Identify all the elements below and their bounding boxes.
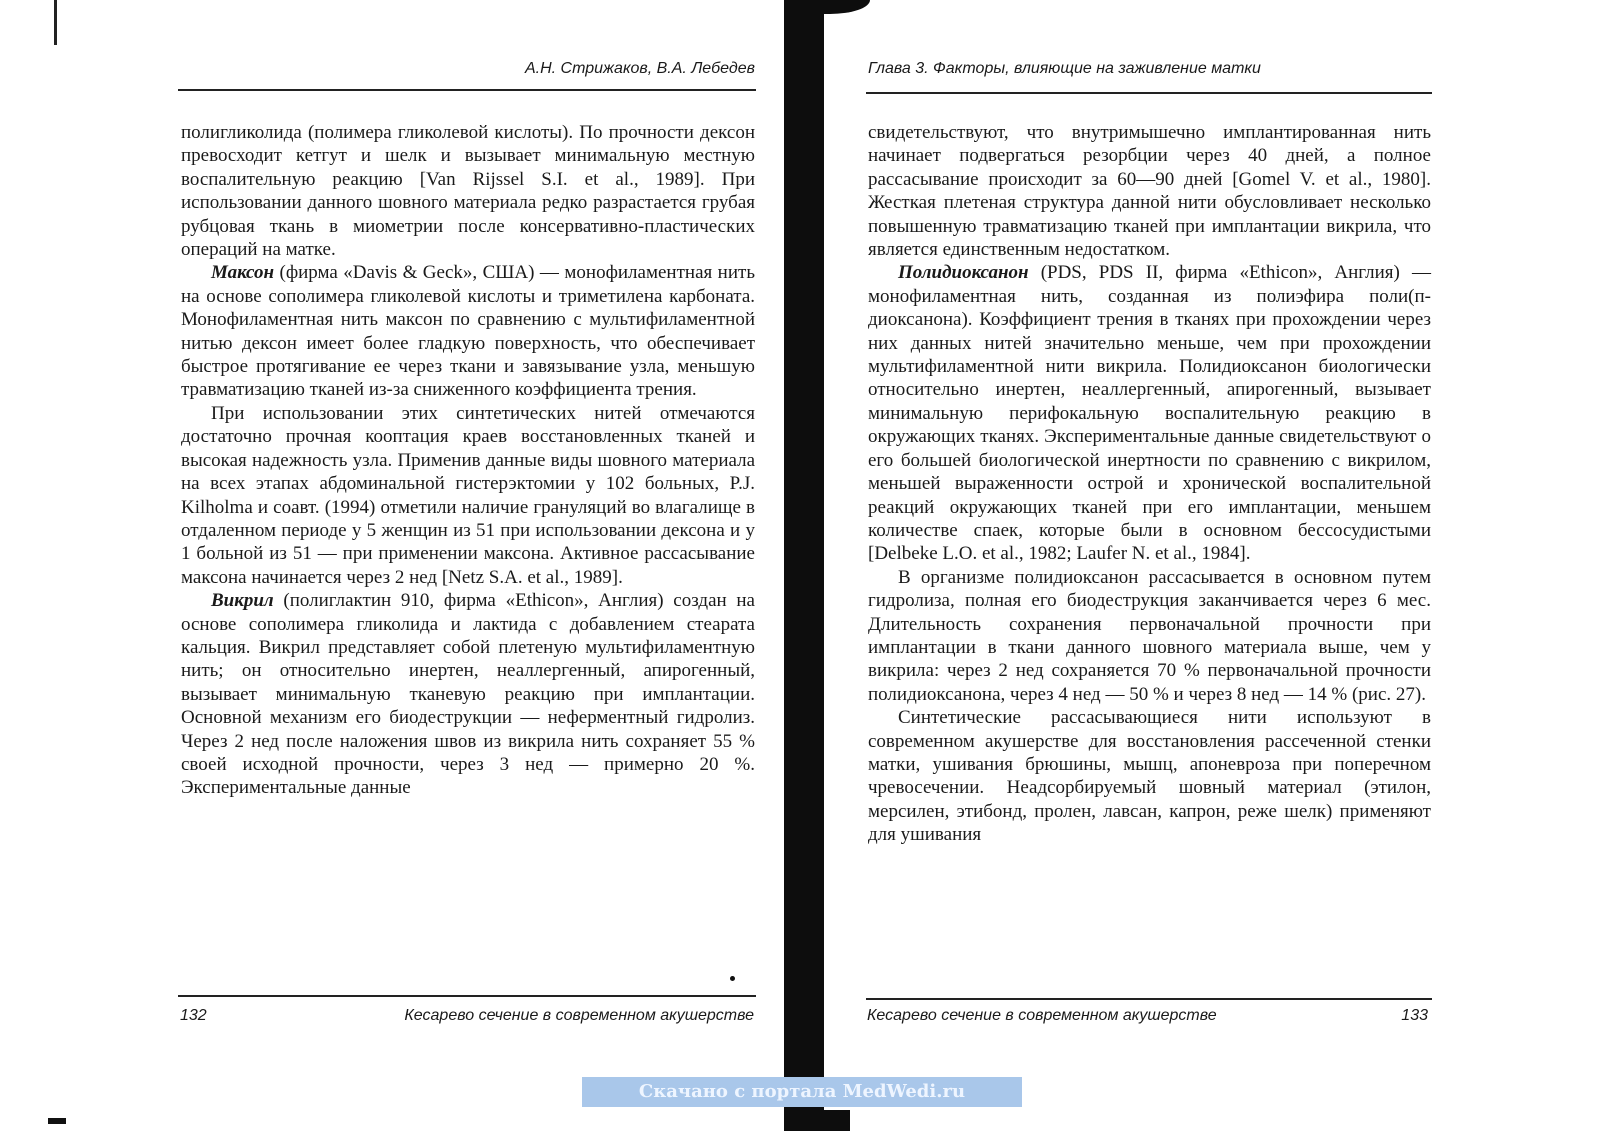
paragraph xyxy=(181,589,755,800)
paragraph xyxy=(181,402,755,589)
paragraph-text: свидетельствуют, что внутримышечно имплантированная нить начинает подвергаться резорбции через 40 дней, а полное рассасывание происходит за 60—90 дней [Gomel V. et al., 1980]. Жесткая плетеная структура данной нити обусловливает несколько повышенную травматизацию тканей при имплантации викрила, что является единственным недостатком. xyxy=(868,122,1431,261)
right-page xyxy=(820,0,1600,1131)
left-footer-title: Кесарево сечение в современном акушерстве xyxy=(404,1007,754,1024)
right-running-head: Глава 3. Факторы, влияющие на заживление матки xyxy=(868,60,1261,77)
book-spine xyxy=(784,0,824,1131)
paragraph xyxy=(868,566,1431,706)
paragraph-text: При использовании этих синтетических нитей отмечаются достаточно прочная кооптация краев восстановленных тканей и высокая надежность узла. Применив данные виды шовного материала на всех этапах абдоминальной гистерэктомии у 102 больных, P.J. Kilholma и соавт. (1994) отметили наличие грануляций во влагалище в отдаленном периоде у 5 женщин из 51 при использовании дексона и у 1 больной из 51 — при применении максона. Активное рассасывание максона начинается через 2 нед [Netz S.A. et al., 1989]. xyxy=(181,402,755,588)
scan-dot xyxy=(730,976,735,981)
left-page-number: 132 xyxy=(180,1007,207,1024)
term-heading: Полидиоксанон xyxy=(898,262,1029,284)
download-watermark: Скачано с портала MedWedi.ru xyxy=(582,1077,1022,1107)
left-footer-rule xyxy=(178,995,756,997)
right-footer-rule xyxy=(866,998,1432,1000)
term-heading: Максон xyxy=(211,262,275,284)
right-page-number: 133 xyxy=(1401,1007,1428,1024)
paragraph-text: (фирма «Davis & Geck», США) — монофиламентная нить на основе сополимера гликолевой кислоты и триметилена карбоната. Монофиламентная нить максон по сравнению с мультифиламентной нитью дексон имеет более гладкую поверхность, что обеспечивает быстрое протягивание ее через ткани и завязывание узла, меньшую травматизацию тканей из-за сниженного коэффициента трения. xyxy=(181,262,755,401)
paragraph xyxy=(181,261,755,401)
paragraph xyxy=(868,261,1431,565)
term-heading: Викрил xyxy=(211,590,274,612)
paragraph-text: В организме полидиоксанон рассасывается в основном путем гидролиза, полная его биодеструкция заканчивается через 6 мес. Длительность сохранения первоначальной прочности при имплантации в ткани данного шовного материала выше, чем у викрила: через 2 нед сохраняется 70 % первоначальной прочности полидиоксанона, через 4 нед — 50 % и через 8 нед — 14 % (рис. 27). xyxy=(868,566,1431,705)
right-header-rule xyxy=(866,92,1432,94)
paragraph-text: полигликолида (полимера гликолевой кислоты). По прочности дексон превосходит кетгут и шелк и вызывает минимальную местную воспалительную реакцию [Van Rijssel S.I. et al., 1989]. При использовании данного шовного материала редко разрастается грубая рубцовая ткань в миометрии после консервативно-пластических операций на матке. xyxy=(181,122,755,261)
paragraph-text: (полиглактин 910, фирма «Ethicon», Англия) создан на основе сополимера гликолида и лактида с добавлением стеарата кальция. Викрил представляет собой плетеную мультифиламентную нить; он относительно инертен, неаллергенный, апирогенный, вызывает минимальную тканевую реакцию при имплантации. Основной механизм его биодеструкции — неферментный гидролиз. Через 2 нед после наложения швов из викрила нить сохраняет 55 % своей исходной прочности, через 3 нед — примерно 20 %. Экспериментальные данные xyxy=(181,590,755,799)
paragraph xyxy=(181,121,755,261)
left-body-text xyxy=(181,121,755,800)
paragraph xyxy=(868,121,1431,261)
left-page xyxy=(0,0,790,1131)
left-running-head: А.Н. Стрижаков, В.А. Лебедев xyxy=(524,60,755,77)
paragraph xyxy=(868,706,1431,846)
right-body-text xyxy=(868,121,1431,847)
right-footer-title: Кесарево сечение в современном акушерстве xyxy=(867,1007,1217,1024)
paragraph-text: Синтетические рассасывающиеся нити используют в современном акушерстве для восстановления рассеченной стенки матки, ушивания брюшины, мышц, апоневроза при поперечном чревосечении. Неадсорбируемый шовный материал (этилон, мерсилен, этибонд, пролен, лавсан, капрон, реже шелк) применяют для ушивания xyxy=(868,707,1431,846)
paragraph-text: (PDS, PDS II, фирма «Ethicon», Англия) — монофиламентная нить, созданная из полиэфира поли(п-диоксанона). Коэффициент трения в тканях при прохождении через них данных нитей значительно меньше, чем при прохождении мультифиламентной нити викрила. Полидиоксанон биологически относительно инертен, неаллергенный, апирогенный, вызывает минимальную перифокальную воспалительную реакцию в окружающих тканях. Экспериментальные данные свидетельствуют о его большей биологической инертности по сравнению с викрилом, меньшей выраженности острой и хронической воспалительной реакций окружающих тканей при его имплантации, меньшем количестве спаек, которые были в основном бессосудистыми [Delbeke L.O. et al., 1982; Laufer N. et al., 1984]. xyxy=(868,262,1431,565)
left-header-rule xyxy=(178,89,756,91)
